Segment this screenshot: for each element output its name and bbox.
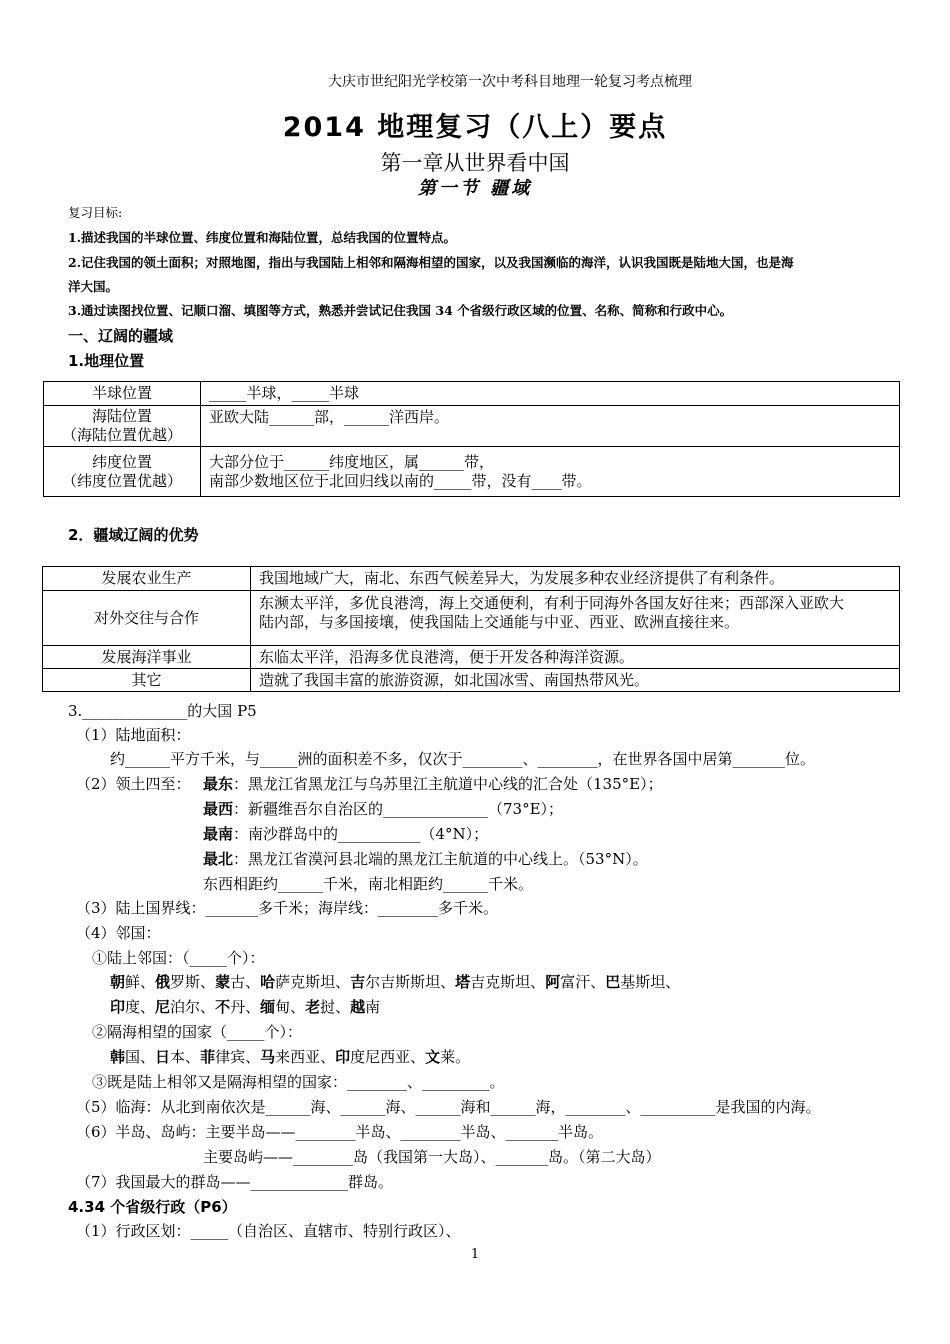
country-name: 塔吉克斯坦、 bbox=[455, 973, 546, 991]
extreme-south: 最南：南沙群岛中的___________（4°N）； bbox=[203, 825, 489, 843]
country-name: 阿富汗、 bbox=[545, 973, 606, 991]
objective-item: 3.通过读图找位置、记顺口溜、填图等方式，熟悉并尝试记住我国 34 个省级行政区域的位置、名称、简称和行政中心。 bbox=[68, 303, 733, 318]
advantages-table bbox=[42, 566, 900, 692]
country-name: 不丹、 bbox=[215, 998, 261, 1016]
country-name: 吉尔吉斯斯坦、 bbox=[350, 973, 456, 991]
country-name: 菲律宾、 bbox=[200, 1048, 261, 1066]
country-name: 越南 bbox=[350, 998, 381, 1016]
extreme-east: 最东：黑龙江省黑龙江与乌苏里江主航道中心线的汇合处（135°E）； bbox=[203, 775, 663, 793]
table-row bbox=[43, 646, 900, 669]
distance-line: 东西相距约______千米，南北相距约______千米。 bbox=[203, 875, 534, 893]
table-row bbox=[44, 406, 900, 447]
sea-neighbors-line bbox=[110, 1046, 470, 1067]
table-cell-label: 发展海洋事业 bbox=[43, 646, 251, 669]
country-name: 文莱。 bbox=[425, 1048, 471, 1066]
document-header: 大庆市世纪阳光学校第一次中考科目地理一轮复习考点梳理 bbox=[328, 74, 692, 90]
peninsula-line: （6）半岛、岛屿：主要半岛——________半岛、________半岛、_______半岛。 bbox=[76, 1123, 604, 1141]
table-cell-label: 纬度位置 （纬度位置优越） bbox=[44, 447, 201, 497]
sea-neighbors-label: ②隔海相望的国家（_____个）： bbox=[92, 1023, 303, 1041]
extreme-north: 最北：黑龙江省漠河县北端的黑龙江主航道的中心线上。（53°N）。 bbox=[203, 850, 648, 868]
table-cell-content: 大部分位于______纬度地区，属______带， 南部少数地区位于北回归线以南的_____带，没有____带。 bbox=[201, 447, 900, 497]
archipelago-line: （7）我国最大的群岛——_____________群岛。 bbox=[76, 1173, 394, 1191]
country-name: 巴基斯坦、 bbox=[605, 973, 681, 991]
country-name: 日本、 bbox=[155, 1048, 201, 1066]
islands-line: 主要岛屿——________岛（我国第一大岛）、_______岛。（第二大岛） bbox=[203, 1148, 661, 1166]
land-neighbors-label: ①陆上邻国：（_____个）： bbox=[92, 949, 265, 967]
page-title: 2014 地理复习（八上）要点 bbox=[282, 112, 668, 143]
table-cell-label: 半球位置 bbox=[44, 382, 201, 406]
extreme-west: 最西：新疆维吾尔自治区的______________（73°E）； bbox=[203, 800, 564, 818]
extremes-label: （2）领土四至： bbox=[76, 775, 191, 793]
land-neighbors-line bbox=[110, 971, 680, 992]
objective-item: 洋大国。 bbox=[68, 279, 119, 294]
table-row bbox=[44, 382, 900, 406]
table-cell-label: 发展农业生产 bbox=[43, 567, 251, 591]
table-row bbox=[43, 591, 900, 646]
land-neighbors-line bbox=[110, 996, 380, 1017]
table-cell-content: 我国地域广大，南北、东西气候差异大，为发展多种农业经济提供了有利条件。 bbox=[251, 567, 900, 591]
objective-item: 1.描述我国的半球位置、纬度位置和海陆位置，总结我国的位置特点。 bbox=[68, 230, 457, 245]
table-cell-content: 造就了我国丰富的旅游资源，如北国冰雪、南国热带风光。 bbox=[251, 669, 900, 692]
country-name: 朝鲜、 bbox=[110, 973, 156, 991]
table-cell-label: 海陆位置 （海陆位置优越） bbox=[44, 406, 201, 447]
admin-division-line: （1）行政区划：_____（自治区、直辖市、特别行政区）、 bbox=[76, 1222, 461, 1240]
land-area-line: 约______平方千米，与_____洲的面积差不多，仅次于________、________，在世界各国中居第_______位。 bbox=[110, 750, 816, 768]
country-name: 印度尼西亚、 bbox=[335, 1048, 426, 1066]
country-name: 缅甸、 bbox=[260, 998, 306, 1016]
country-name: 蒙古、 bbox=[215, 973, 261, 991]
heading-big-country: 3.______________的大国 P5 bbox=[68, 702, 257, 720]
table-row bbox=[43, 669, 900, 692]
table-cell-content: _____半球，_____半球 bbox=[201, 382, 900, 406]
heading-location: 1.地理位置 bbox=[68, 352, 145, 370]
page-number: 1 bbox=[470, 1247, 480, 1262]
table-row bbox=[44, 447, 900, 497]
neighbors-label: （4）邻国： bbox=[76, 924, 161, 942]
heading-provinces: 4.34 个省级行政（P6） bbox=[68, 1198, 237, 1216]
table-cell-content: 东濒太平洋，多优良港湾，海上交通便利，有利于同海外各国友好往来；西部深入亚欧大 陆内部，与多国接壤，使我国陆上交通能与中亚、西亚、欧洲直接往来。 bbox=[251, 591, 900, 646]
country-name: 马来西亚、 bbox=[260, 1048, 336, 1066]
land-area-label: （1）陆地面积： bbox=[76, 726, 191, 744]
country-name: 尼泊尔、 bbox=[155, 998, 216, 1016]
table-cell-content: 东临太平洋，沿海多优良港湾，便于开发各种海洋资源。 bbox=[251, 646, 900, 669]
table-cell-label: 对外交往与合作 bbox=[43, 591, 251, 646]
country-name: 俄罗斯、 bbox=[155, 973, 216, 991]
table-row bbox=[43, 567, 900, 591]
heading-advantages: 2．疆域辽阔的优势 bbox=[68, 526, 199, 544]
chapter-title: 第一章从世界看中国 bbox=[380, 151, 570, 175]
table-cell-content: 亚欧大陆______部，______洋西岸。 bbox=[201, 406, 900, 447]
both-neighbors-line: ③既是陆上相邻又是隔海相望的国家：________、_________。 bbox=[92, 1073, 505, 1091]
table-cell-label: 其它 bbox=[43, 669, 251, 692]
country-name: 老挝、 bbox=[305, 998, 351, 1016]
location-table bbox=[43, 381, 900, 497]
objectives-label: 复习目标: bbox=[68, 205, 123, 220]
objective-item: 2.记住我国的领土面积；对照地图，指出与我国陆上相邻和隔海相望的国家，以及我国濒临的海洋，认识我国既是陆地大国，也是海 bbox=[68, 255, 794, 270]
section-title: 第一节 疆域 bbox=[417, 178, 533, 199]
seas-line: （5）临海：从北到南依次是______海、______海、______海和______海，________、__________是我国的内海。 bbox=[76, 1098, 821, 1116]
country-name: 哈萨克斯坦、 bbox=[260, 973, 351, 991]
border-line: （3）陆上国界线：_______多千米；海岸线：________多千米。 bbox=[76, 899, 499, 917]
country-name: 韩国、 bbox=[110, 1048, 156, 1066]
heading-vast-territory: 一、辽阔的疆域 bbox=[68, 327, 174, 345]
country-name: 印度、 bbox=[110, 998, 156, 1016]
